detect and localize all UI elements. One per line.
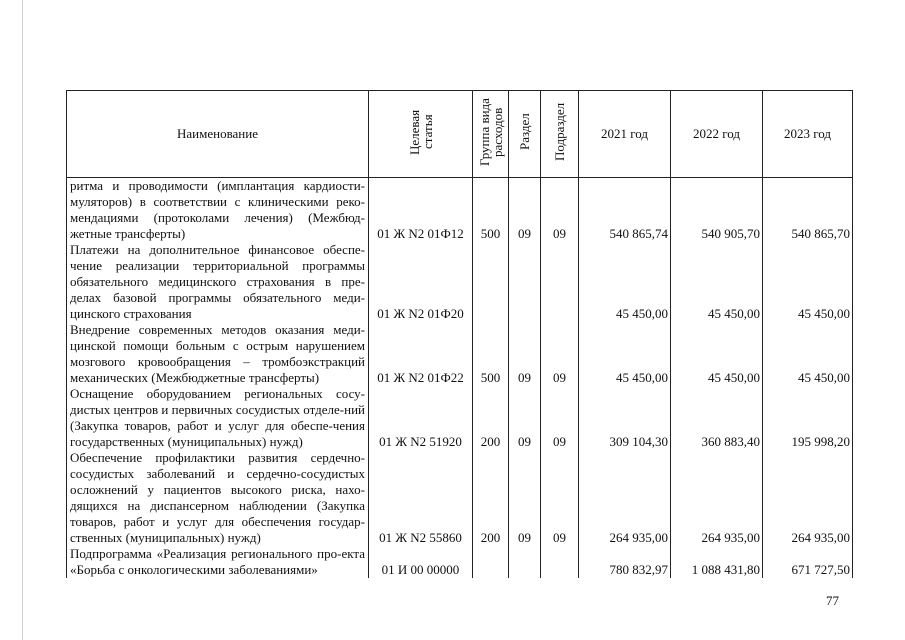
row-subsection: 09 (541, 386, 579, 450)
row-2023: 45 450,00 (763, 242, 853, 322)
row-group: 200 (473, 450, 509, 546)
row-code: 01 Ж N2 01Ф12 (369, 178, 473, 243)
row-2021: 264 935,00 (579, 450, 671, 546)
row-code: 01 Ж N2 51920 (369, 386, 473, 450)
row-2022: 360 883,40 (671, 386, 763, 450)
row-2023: 45 450,00 (763, 322, 853, 386)
row-code: 01 Ж N2 01Ф20 (369, 242, 473, 322)
margin-rule (22, 0, 23, 640)
row-2023: 540 865,70 (763, 178, 853, 243)
row-name: Обеспечение профилактики развития сердечно-сосудистых заболеваний и сердечно-сосудистых осложнений у пациентов высокого риска, нахо-дящихся на диспансерном наблюдении (Закупка товаров, работ и услуг для обеспечения государ-ственных (муниципальных) нужд) (67, 450, 369, 546)
row-code: 01 Ж N2 01Ф22 (369, 322, 473, 386)
row-group (473, 546, 509, 578)
row-subsection (541, 242, 579, 322)
row-2023: 264 935,00 (763, 450, 853, 546)
header-subsection-label: Подраздел (552, 102, 567, 162)
header-section (509, 91, 541, 178)
row-group: 500 (473, 178, 509, 243)
row-section: 09 (509, 322, 541, 386)
row-2023: 195 998,20 (763, 386, 853, 450)
table-row (67, 386, 853, 450)
row-section: 09 (509, 386, 541, 450)
row-subsection (541, 546, 579, 578)
row-2021: 45 450,00 (579, 242, 671, 322)
row-group: 200 (473, 386, 509, 450)
row-name: Подпрограмма «Реализация регионального про-екта «Борьба с онкологическими заболеваниями» (67, 546, 369, 578)
row-subsection: 09 (541, 178, 579, 243)
row-name: ритма и проводимости (имплантация кардиости-муляторов) в соответствии с клиническими реко-мендациями (протоколами лечения) (Межбюд-жетные трансферты) (67, 178, 369, 243)
row-group (473, 242, 509, 322)
row-group: 500 (473, 322, 509, 386)
row-subsection: 09 (541, 450, 579, 546)
row-section: 09 (509, 178, 541, 243)
table-row (67, 546, 853, 578)
row-2022: 45 450,00 (671, 322, 763, 386)
header-name: Наименование (67, 91, 369, 178)
row-section (509, 242, 541, 322)
row-2021: 309 104,30 (579, 386, 671, 450)
page-number: 77 (826, 593, 839, 608)
row-section: 09 (509, 450, 541, 546)
row-name: Оснащение оборудованием региональных сосу-дистых центров и первичных сосудистых отделе-ний (Закупка товаров, работ и услуг для обеспе-чения государственных (муниципальных) нужд) (67, 386, 369, 450)
row-2022: 1 088 431,80 (671, 546, 763, 578)
row-2023: 671 727,50 (763, 546, 853, 578)
row-code: 01 Ж N2 55860 (369, 450, 473, 546)
table-row (67, 178, 853, 243)
header-expense-group-label: Группа вида расходов (476, 98, 505, 166)
row-name: Платежи на дополнительное финансовое обеспе-чение реализации территориальной программы обязательного медицинского страхования в пре-делах базовой программы обязательного меди-цинского страхования (67, 242, 369, 322)
header-target-label: Целевая статья (406, 109, 435, 155)
row-2021: 45 450,00 (579, 322, 671, 386)
budget-table (66, 90, 853, 578)
row-name: Внедрение современных методов оказания меди-цинской помощи больным с острым нарушением мозгового кровообращения – тромбоэкстракций механических (Межбюджетные трансферты) (67, 322, 369, 386)
header-section-label: Раздел (517, 113, 532, 151)
header-2021: 2021 год (579, 91, 671, 178)
row-2022: 45 450,00 (671, 242, 763, 322)
header-subsection (541, 91, 579, 178)
header-row (67, 91, 853, 178)
header-2023: 2023 год (763, 91, 853, 178)
row-code: 01 И 00 00000 (369, 546, 473, 578)
row-subsection: 09 (541, 322, 579, 386)
row-2022: 264 935,00 (671, 450, 763, 546)
table-row (67, 242, 853, 322)
row-2021: 780 832,97 (579, 546, 671, 578)
header-target (369, 91, 473, 178)
row-section (509, 546, 541, 578)
table-row (67, 322, 853, 386)
header-2022: 2022 год (671, 91, 763, 178)
header-expense-group (473, 91, 509, 178)
row-2022: 540 905,70 (671, 178, 763, 243)
table-row (67, 450, 853, 546)
row-2021: 540 865,74 (579, 178, 671, 243)
